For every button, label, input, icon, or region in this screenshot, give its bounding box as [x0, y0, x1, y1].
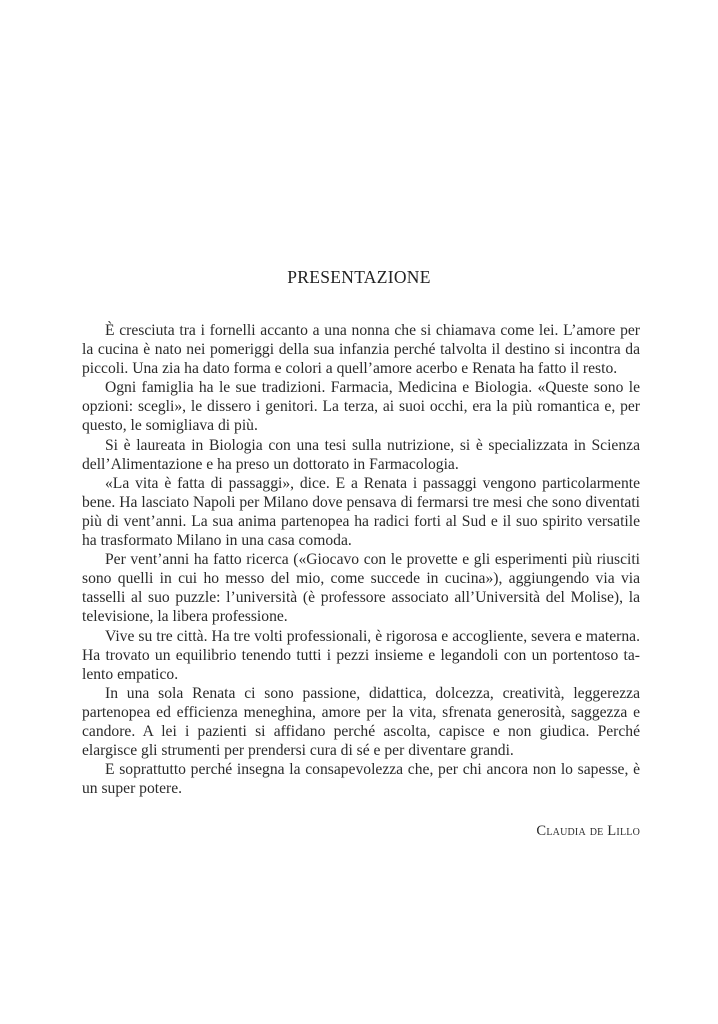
paragraph: Per vent’anni ha fatto ricerca («Giocavo con le provette e gli esperimenti più riusciti sono quelli in cui ho messo del mio, come succede in cucina»), aggiungendo via via tasselli al suo puzzle: l’università (è professore associato all’Università del Molise), la televisione, la libera professione. [82, 551, 640, 626]
paragraph: «La vita è fatta di passaggi», dice. E a Renata i passaggi vengono particolarmente bene. Ha lasciato Napoli per Milano dove pensava di fermarsi tre mesi che sono diventati più di vent’anni. La sua anima partenopea ha radici forti al Sud e il suo spirito versatile ha trasformato Milano in una casa comoda. [82, 474, 640, 550]
author-signature: Claudia de Lillo [536, 823, 640, 839]
paragraph: È cresciuta tra i fornelli accanto a una nonna che si chiamava come lei. L’amore per la cucina è nato nei pomeriggi della sua infanzia perché talvolta il destino si incontra da piccoli. Una zia ha dato forma e colori a quell’amore acerbo e Renata ha fatto il resto. [82, 322, 640, 378]
body-text [82, 321, 640, 798]
page-title: PRESENTAZIONE [287, 267, 431, 287]
paragraph: In una sola Renata ci sono passione, didattica, dolcezza, creatività, leggerezza partenopea ed efficienza meneghina, amore per la vita, sfrenata generosità, saggezza e candore. A lei i pazienti si affidano perché ascolta, capisce e non giudica. Perché elargisce gli strumenti per prendersi cura di sé e per diventare grandi. [82, 684, 640, 760]
paragraph: Si è laureata in Biologia con una tesi sulla nutrizione, si è specializzata in Scienza dell’Alimentazione e ha preso un dottorato in Farmacologia. [82, 436, 640, 473]
paragraph: Vive su tre città. Ha tre volti professionali, è rigorosa e accogliente, severa e materna. Ha trovato un equilibrio tenendo tutti i pezzi insieme e legandoli con un portentoso talento empatico. [82, 627, 640, 683]
paragraph: Ogni famiglia ha le sue tradizioni. Farmacia, Medicina e Biologia. «Queste sono le opzioni: scegli», le dissero i genitori. La terza, ai suoi occhi, era la più romantica e, per questo, le somigliava di più. [82, 379, 640, 435]
paragraph: E soprattutto perché insegna la consapevolezza che, per chi ancora non lo sapesse, è un super potere. [82, 761, 640, 798]
